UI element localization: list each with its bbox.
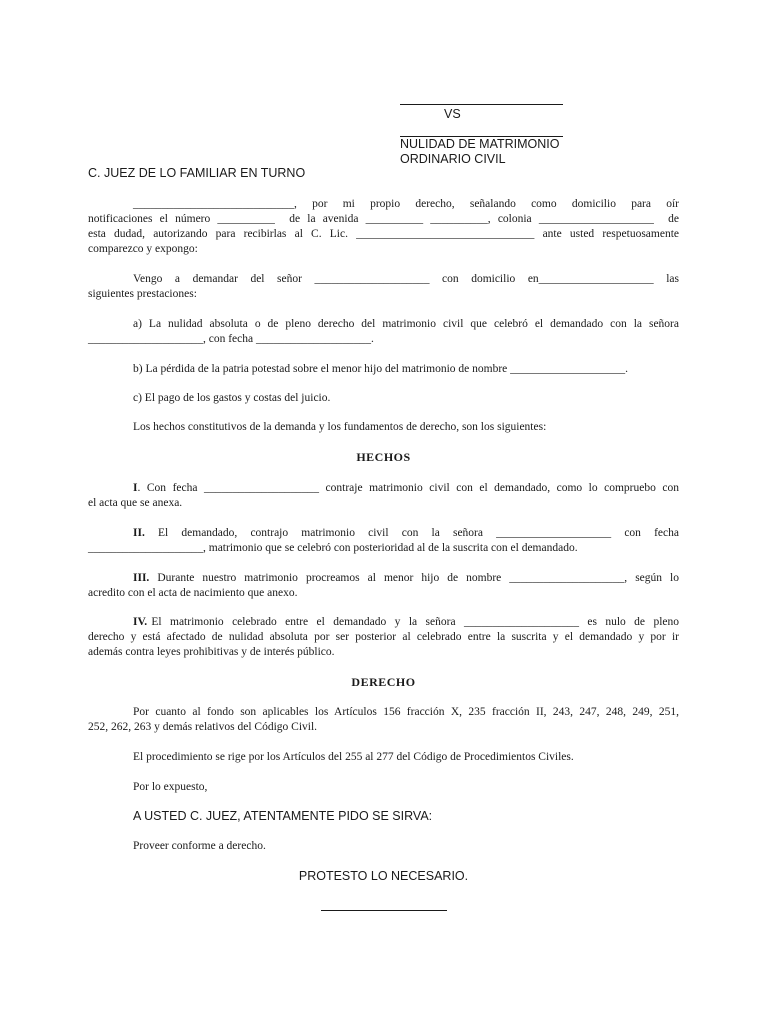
claim-a-line-1: a) La nulidad absoluta o de pleno derecho del matrimonio civil que celebró el demandado con la señora	[133, 318, 679, 330]
demand-line-2: siguientes prestaciones:	[88, 288, 197, 300]
hecho-i-text: . Con fecha ____________________ contraje matrimonio civil con el demandado, como lo compruebo con	[137, 482, 679, 494]
claim-c: c) El pago de los gastos y costas del juicio.	[133, 392, 331, 404]
demand-line-1: Vengo a demandar del señor ____________________ con domicilio en____________________ las	[133, 273, 679, 285]
claim-a-line-2: ____________________, con fecha ____________________.	[88, 333, 374, 345]
hecho-iii-text: Durante nuestro matrimonio procreamos al menor hijo de nombre ____________________, según lo	[149, 572, 679, 584]
hecho-iv-number: IV.	[133, 616, 148, 628]
intro-line-2: notificaciones el número __________ de la avenida __________ __________, colonia ____________________ de	[88, 213, 679, 225]
versus-label: VS	[444, 107, 461, 121]
hecho-iv-line-2: derecho y está afectado de nulidad absoluta por ser posterior al celebrado entre la suscrita y el demandado y por ir	[88, 631, 679, 643]
intro-line-3: esta dudad, autorizando para recibirlas al C. Lic. _______________________________ ante usted respetuosamente	[88, 228, 679, 240]
addressee: C. JUEZ DE LO FAMILIAR EN TURNO	[88, 166, 306, 180]
protesto-line: PROTESTO LO NECESARIO.	[298, 869, 469, 883]
hecho-iv-text: El matrimonio celebrado entre el demandado y la señora ____________________ es nulo de pleno	[147, 616, 679, 628]
por-lo-expuesto: Por lo expuesto,	[133, 781, 208, 793]
hecho-iii-line-2: acredito con el acta de nacimiento que anexo.	[88, 587, 298, 599]
derecho-heading: DERECHO	[351, 675, 416, 689]
hecho-iv-line-3: además contra leyes prohibitivas y de interés público.	[88, 646, 335, 658]
hecho-iii-line-1	[133, 571, 679, 586]
hechos-heading: HECHOS	[356, 450, 411, 464]
hecho-ii-number: II.	[133, 527, 145, 539]
derecho-p1-line-1: Por cuanto al fondo son aplicables los Artículos 156 fracción X, 235 fracción II, 243, 247, 248, 249, 251,	[133, 706, 679, 718]
proveer-line: Proveer conforme a derecho.	[133, 840, 266, 852]
hecho-ii-text: El demandado, contrajo matrimonio civil con la señora ____________________ con fecha	[144, 527, 679, 539]
hecho-i-number: I	[133, 482, 138, 494]
signature-line	[321, 910, 447, 911]
intro-line-4: comparezco y expongo:	[88, 243, 198, 255]
party-name-blank-top	[400, 104, 563, 105]
hecho-iii-number: III.	[133, 572, 150, 584]
hecho-i-line-2: el acta que se anexa.	[88, 497, 183, 509]
petition-line: A USTED C. JUEZ, ATENTAMENTE PIDO SE SIRVA:	[133, 809, 433, 823]
derecho-p2: El procedimiento se rige por los Artículos del 255 al 277 del Código de Procedimientos Civiles.	[133, 751, 574, 763]
derecho-p1-line-2: 252, 262, 263 y demás relativos del Código Civil.	[88, 721, 318, 733]
intro-line-1: ____________________________, por mi propio derecho, señalando como domicilio para oír	[133, 198, 679, 210]
claim-b: b) La pérdida de la patria potestad sobre el menor hijo del matrimonio de nombre ____________________.	[133, 363, 629, 375]
case-type-line-2: ORDINARIO CIVIL	[400, 152, 506, 166]
case-type-line-1: NULIDAD DE MATRIMONIO	[400, 137, 560, 151]
hecho-ii-line-1	[133, 526, 679, 541]
hecho-i-line-1	[133, 481, 679, 496]
hecho-ii-line-2: ____________________, matrimonio que se celebró con posterioridad al de la suscrita con el demandado.	[88, 542, 578, 554]
hecho-iv-line-1	[133, 615, 679, 630]
facts-intro: Los hechos constitutivos de la demanda y los fundamentos de derecho, son los siguientes:	[133, 421, 547, 433]
